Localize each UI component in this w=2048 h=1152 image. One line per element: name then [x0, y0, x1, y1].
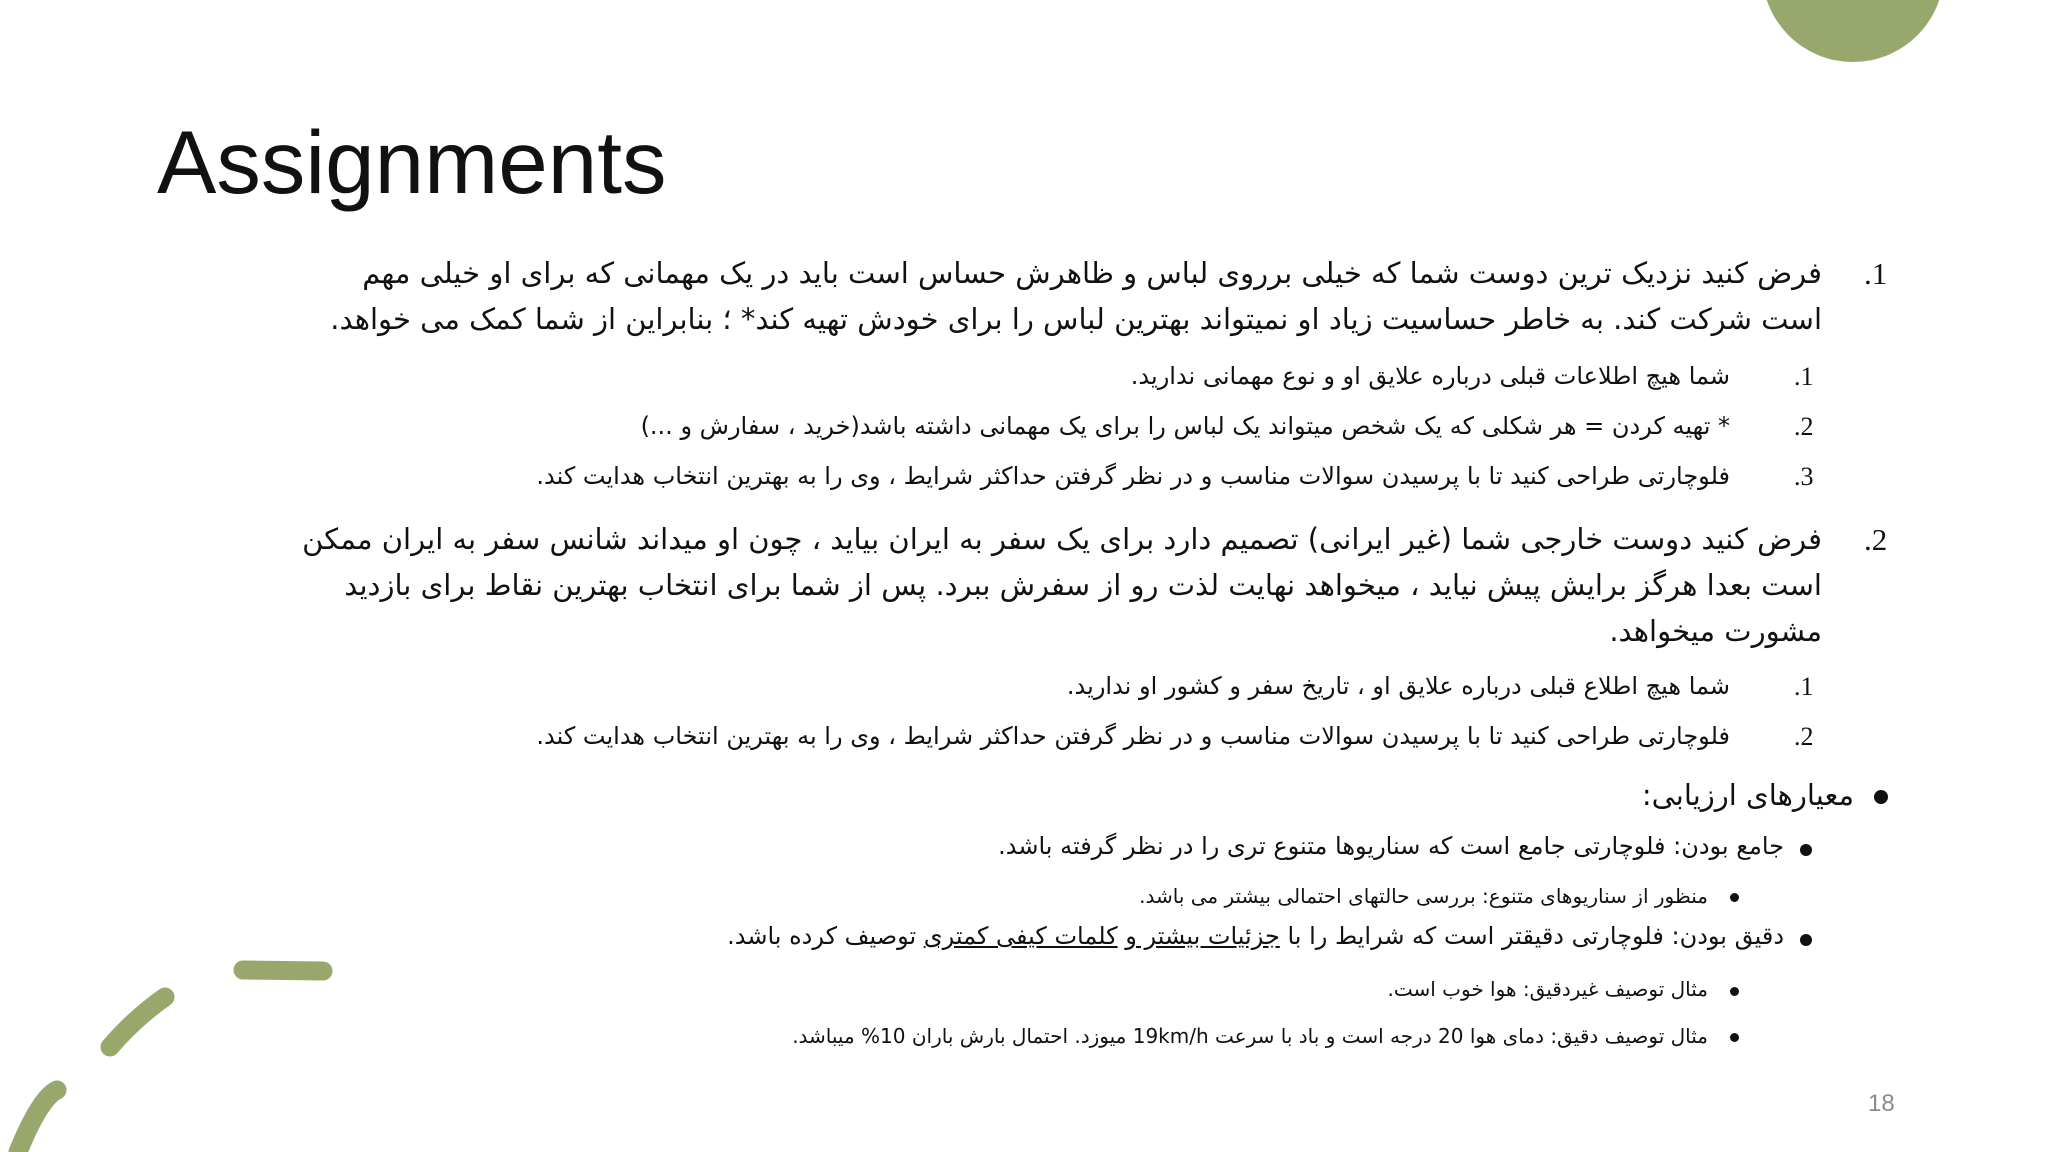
criteria-bullet — [1874, 790, 1888, 804]
assignment-2-sub-1: شما هیچ اطلاع قبلی درباره علایق او ، تاریخ سفر و کشور او ندارید. — [1066, 672, 1730, 700]
assignment-1-sub-1: شما هیچ اطلاعات قبلی درباره علایق او و نوع مهمانی ندارید. — [1130, 362, 1730, 390]
assignment-1-line-2: است شرکت کند. به خاطر حساسیت زیاد او نمیتواند بهترین لباس را برای خودش تهیه کند* ؛ بنابراین از شما کمک می خواهد. — [330, 302, 1822, 336]
assignment-2-sub-2: فلوچارتی طراحی کنید تا با پرسیدن سوالات مناسب و در نظر گرفتن حداکثر شرایط ، وی را به بهترین انتخاب هدایت کند. — [536, 722, 1730, 750]
assignment-2-sub-2-number: .2 — [1794, 722, 1814, 751]
criteria-heading: معیارهای ارزیابی: — [1641, 778, 1854, 812]
criteria-comprehensive-note: منظور از سناریوهای متنوع: بررسی حالتهای احتمالی بیشتر می باشد. — [1139, 884, 1708, 908]
slide-number: 18 — [1868, 1090, 1895, 1117]
criteria-example-imprecise: مثال توصیف غیردقیق: هوا خوب است. — [1387, 977, 1708, 1001]
assignment-2-sub-1-number: .1 — [1794, 672, 1814, 701]
example-good-bullet — [1730, 1033, 1739, 1042]
assignment-2-line-3: مشورت میخواهد. — [1609, 614, 1822, 648]
assignment-2-number: .2 — [1864, 522, 1888, 557]
slide-title: Assignments — [157, 112, 667, 212]
assignment-1-line-1: فرض کنید نزدیک ترین دوست شما که خیلی برروی لباس و ظاهرش حساس است باید در یک مهمانی که برای او خیلی مهم — [362, 256, 1822, 290]
criteria-example-precise: مثال توصیف دقیق: دمای هوا 20 درجه است و باد با سرعت 19km/h میوزد. احتمال بارش باران 10% میباشد. — [792, 1024, 1708, 1048]
precise-underline-qualitative: کلمات کیفی کمتری — [923, 922, 1118, 950]
precise-text-1: دقیق بودن: فلوچارتی دقیقتر است که شرایط را با — [1279, 922, 1784, 950]
example-bad-bullet — [1730, 987, 1739, 996]
criteria-precise — [727, 922, 1784, 950]
assignment-2-line-2: است بعدا هرگز برایش پیش نیاید ، میخواهد نهایت لذت رو از سفرش ببرد. پس از شما برای انتخاب بهترین نقاط برای بازدید — [344, 568, 1822, 602]
criteria-comprehensive: جامع بودن: فلوچارتی جامع است که سناریوها متنوع تری را در نظر گرفته باشد. — [998, 832, 1784, 860]
assignment-1-sub-3: فلوچارتی طراحی کنید تا با پرسیدن سوالات مناسب و در نظر گرفتن حداکثر شرایط ، وی را به بهترین انتخاب هدایت کند. — [536, 462, 1730, 490]
assignment-2-line-1: فرض کنید دوست خارجی شما (غیر ایرانی) تصمیم دارد برای یک سفر به ایران بیاید ، چون او میداند شانس سفر به ایران ممکن — [302, 522, 1822, 556]
precise-underline-details: جزئیات بیشتر و — [1125, 922, 1280, 950]
assignment-1-sub-2-number: .2 — [1794, 412, 1814, 441]
comprehensive-bullet — [1800, 844, 1812, 856]
precise-bullet — [1800, 934, 1812, 946]
assignment-1-sub-1-number: .1 — [1794, 362, 1814, 391]
comprehensive-note-bullet — [1730, 893, 1739, 902]
assignment-1-sub-2: * تهیه کردن = هر شکلی که یک شخص میتواند یک لباس را برای یک مهمانی داشته باشد(خرید ، سفارش و ...) — [640, 412, 1730, 440]
assignment-1-sub-3-number: .3 — [1794, 462, 1814, 491]
precise-text-3: توصیف کرده باشد. — [727, 922, 924, 950]
decorative-circle — [1762, 0, 1944, 62]
assignment-1-number: .1 — [1864, 256, 1888, 291]
decorative-dashes — [0, 930, 340, 1152]
